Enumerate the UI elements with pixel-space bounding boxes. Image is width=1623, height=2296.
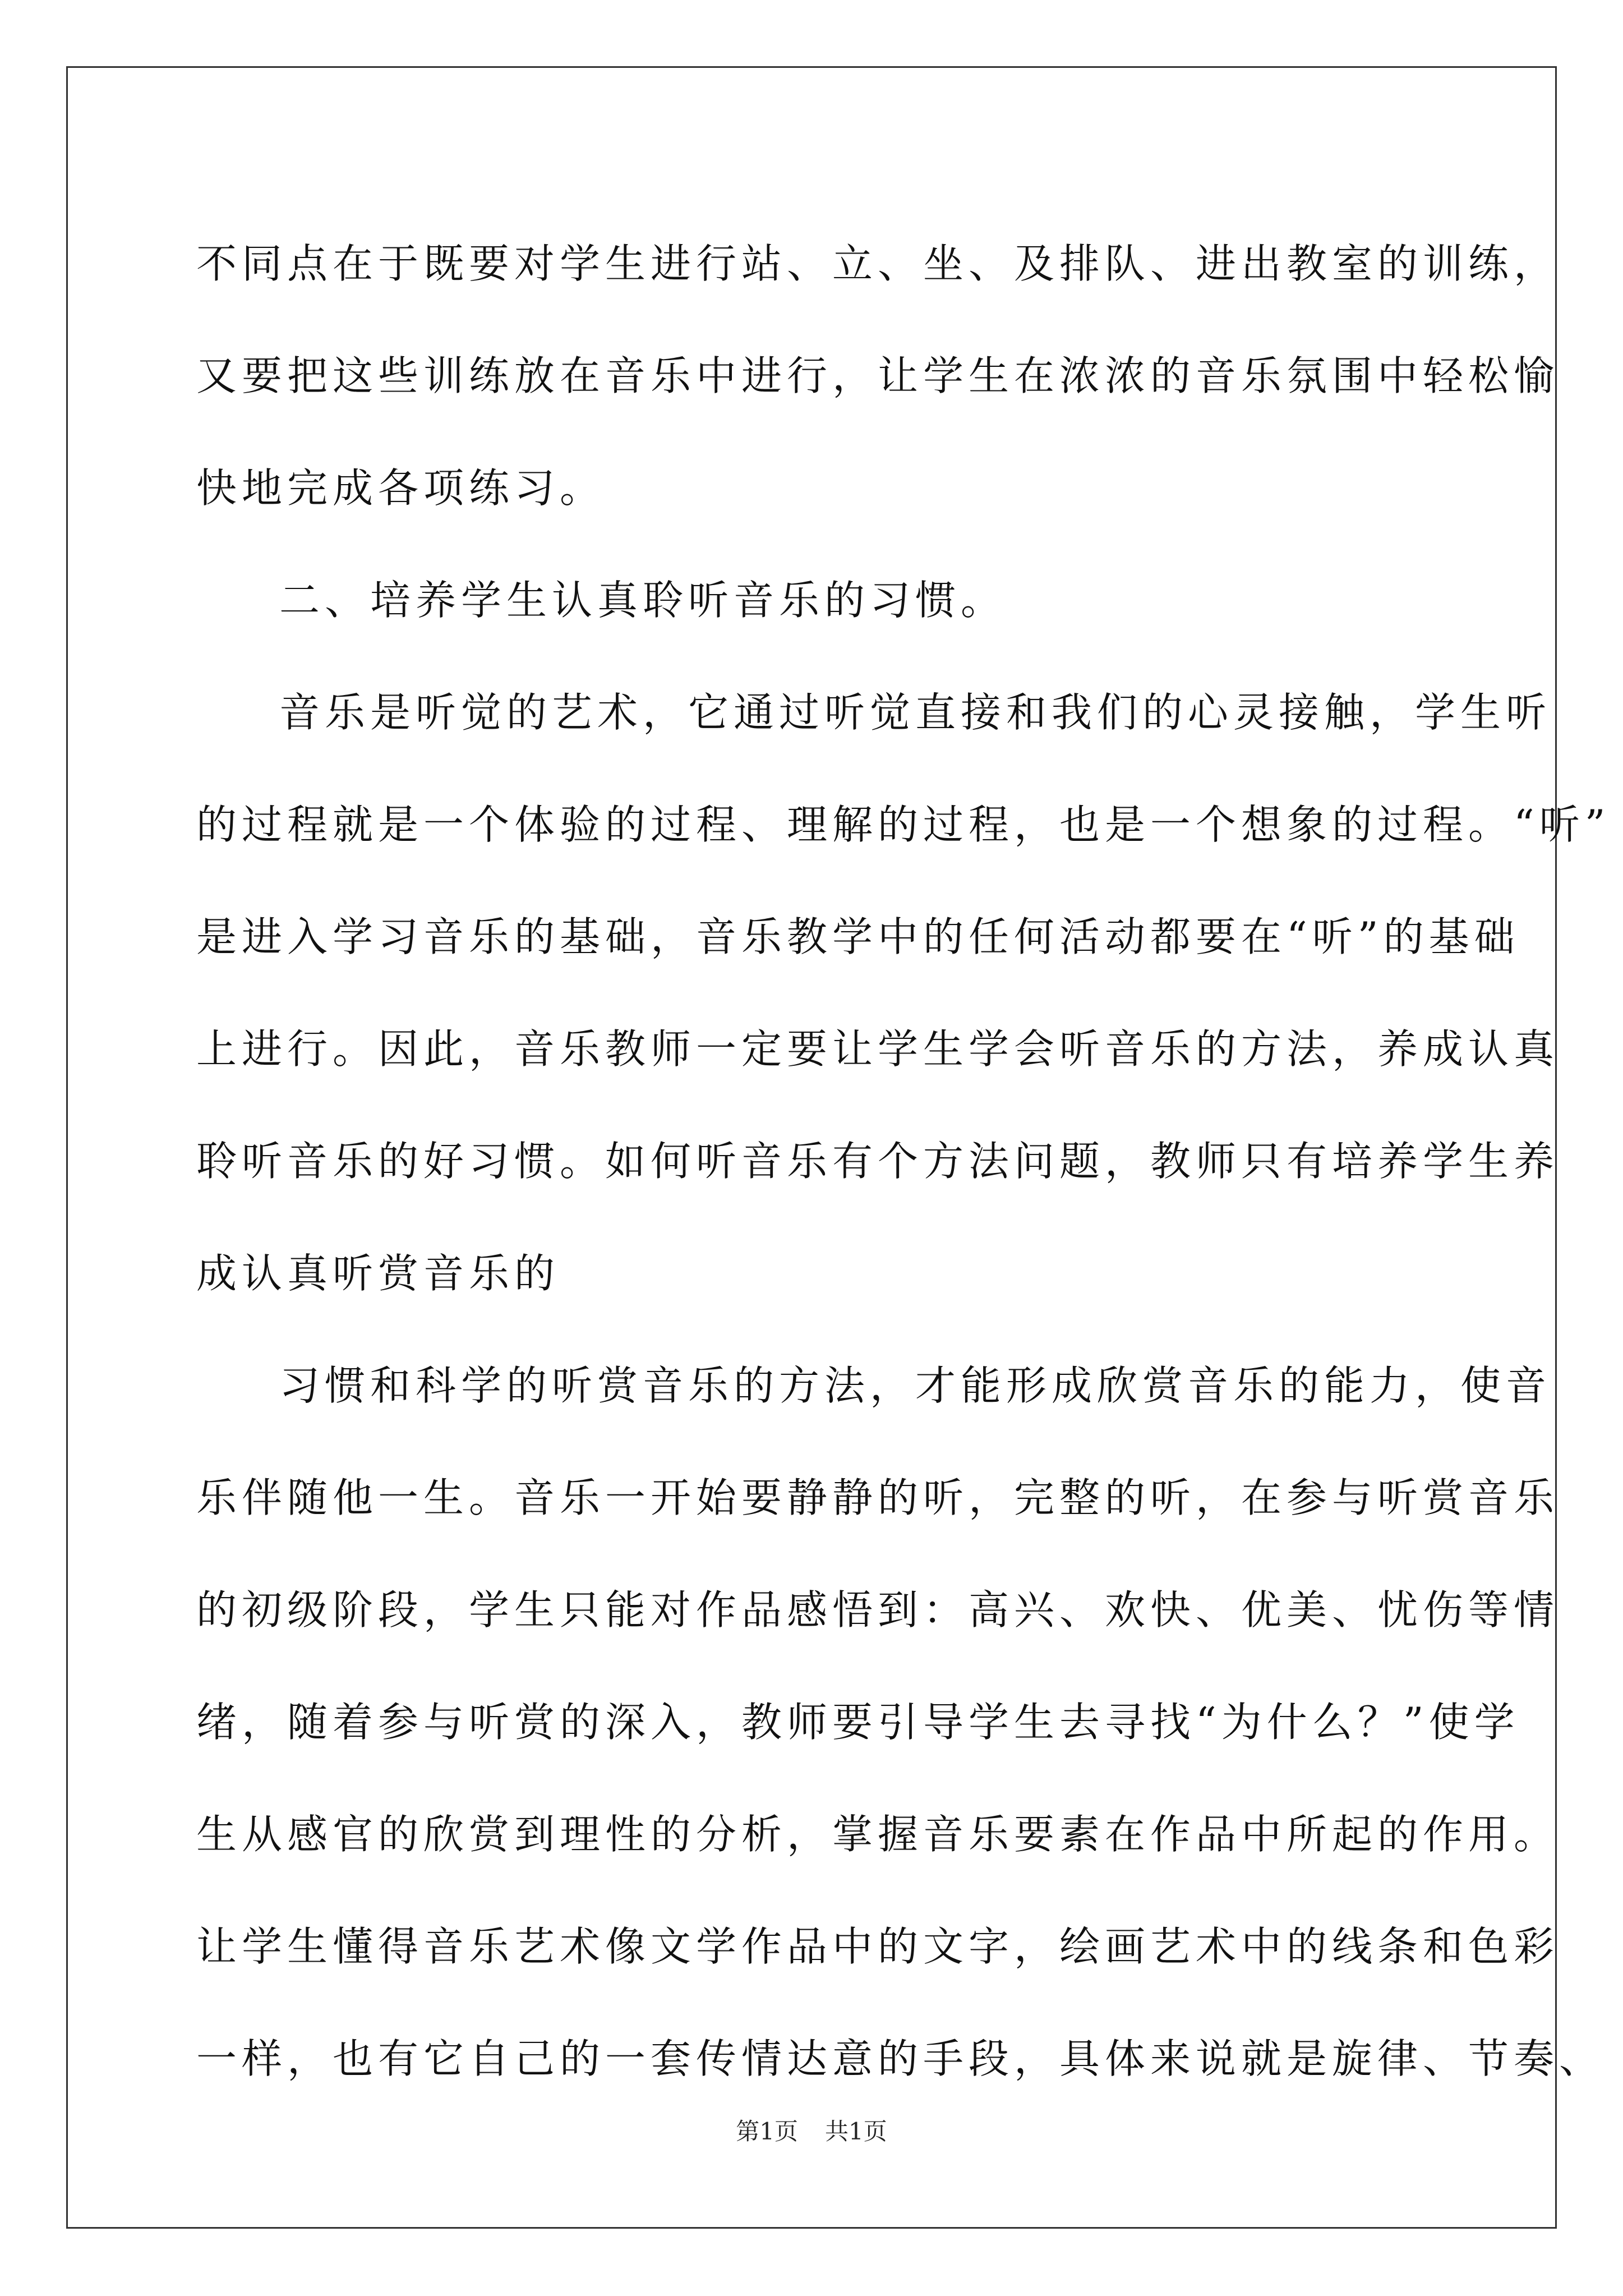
page-footer — [0, 2113, 1623, 2147]
text-line: 快地完成各项练习。 — [196, 464, 606, 512]
text-line: 的过程就是一个体验的过程、理解的过程，也是一个想象的过程。“听” — [196, 801, 1611, 848]
text-line: 一样，也有它自己的一套传情达意的手段，具体来说就是旋律、节奏、 — [196, 2035, 1605, 2082]
text-line: 音乐是听觉的艺术，它通过听觉直接和我们的心灵接触，学生听 — [279, 689, 1552, 736]
text-line: 的初级阶段，学生只能对作品感悟到：高兴、欢快、优美、忧伤等情 — [196, 1586, 1560, 1634]
section-heading: 二、培养学生认真聆听音乐的习惯。 — [279, 577, 1007, 624]
page-number: 第1页 — [736, 2118, 798, 2145]
text-line: 绪，随着参与听赏的深入，教师要引导学生去寻找“为什么？”使学 — [196, 1699, 1520, 1746]
text-line: 成认真听赏音乐的 — [196, 1250, 560, 1297]
text-line: 上进行。因此，音乐教师一定要让学生学会听音乐的方法，养成认真 — [196, 1025, 1560, 1073]
text-line: 让学生懂得音乐艺术像文学作品中的文字，绘画艺术中的线条和色彩 — [196, 1923, 1560, 1970]
text-line: 生从感官的欣赏到理性的分析，掌握音乐要素在作品中所起的作用。 — [196, 1811, 1560, 1858]
text-line: 又要把这些训练放在音乐中进行，让学生在浓浓的音乐氛围中轻松愉 — [196, 352, 1560, 399]
text-line: 是进入学习音乐的基础，音乐教学中的任何活动都要在“听”的基础 — [196, 913, 1520, 960]
page-total: 共1页 — [825, 2118, 887, 2145]
document-body — [196, 208, 1611, 2115]
text-line: 习惯和科学的听赏音乐的方法，才能形成欣赏音乐的能力，使音 — [279, 1362, 1552, 1409]
text-line: 乐伴随他一生。音乐一开始要静静的听，完整的听，在参与听赏音乐 — [196, 1474, 1560, 1521]
text-line: 聆听音乐的好习惯。如何听音乐有个方法问题，教师只有培养学生养 — [196, 1138, 1560, 1185]
text-line: 不同点在于既要对学生进行站、立、坐、及排队、进出教室的训练， — [196, 240, 1560, 287]
